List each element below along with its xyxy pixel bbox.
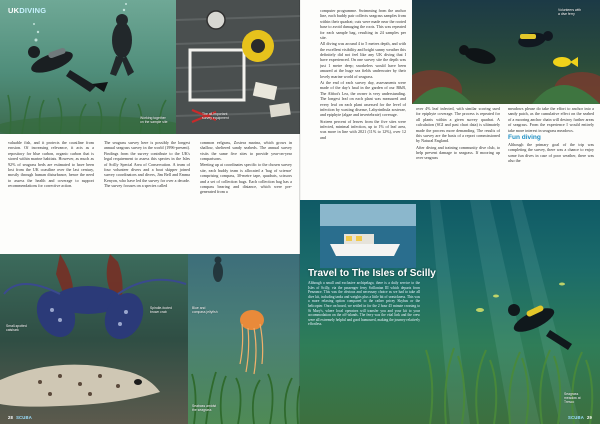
section-tag <box>8 6 46 15</box>
body-column-3 <box>200 140 292 252</box>
paragraph: common eelgrass, Zostera marina, which grows in shallow, sheltered sandy seabeds. The annual survey visits the same five sites to provide year-on-year comparisons. <box>200 140 292 162</box>
section-name: DIVING <box>19 6 47 15</box>
quadrat-frame <box>190 50 244 100</box>
feature-body: Although a small and exclusive archipelago, there is a daily service to the Isles of Scilly, via the passenger ferry Scillonian III which departs from Penzance. This was the obvious and necessary choice as we had to take all dive kit, including tanks and weights plus a little bit of seasickness. This was a more relaxing option compared to the rather pricey Skybus or the helicopter. Once on board, we settled in for the 2 hour 45 minute crossing to St Mary's, where local operators will transfer you and your kit to your accommodation on the off-islands. The ferry was the vital link and the crew were all extremely helpful and good humoured, making the journey relatively effortless. <box>308 281 420 327</box>
paragraph: valuable fish, and it protects the coastline from erosion. Of increasing relevance, it acts as a repository for blue carbon, organic carbon that is stored within marine habitats. However, as much as 92% of seagrass beds are estimated to have been lost from the UK coastline over the last century, mostly through human disturbance, hence the need to assess the health and coverage to support recommendations for corrective action. <box>8 140 94 189</box>
caption-catshark: Small-spotted catshark <box>6 324 27 333</box>
photo-two-divers <box>412 0 600 104</box>
magazine-name-left: SCUBA <box>16 415 32 420</box>
distant-diver <box>213 257 223 283</box>
folio-left <box>8 415 32 420</box>
right-page <box>300 0 600 424</box>
photo-jellyfish <box>188 254 300 424</box>
paragraph: All diving was around 4 to 5 metres depth, and with the excellent visibility and bright sunny weather this definitely did not feel like any UK diving that I have experienced. On one survey site the depth was just 1 metre deep; snorkelers would have been amazed at the huge sea fields underwater by their lovely marine world of seagrass. <box>320 41 406 79</box>
feature-title: Travel to The Isles of Scilly <box>308 268 436 279</box>
photo-lobster-catshark <box>0 254 188 424</box>
paragraph: After diving and training community dive club, to help prevent damage to seagrass. If mooring up over seagrass <box>416 144 500 161</box>
jellyfish-illustration <box>188 254 300 424</box>
paragraph: computer programme. Swimming from the anchor line, each buddy pair collects seagrass samples from within their quadrat; cuts were made near the rooted base to avoid damaging the roots. This was repeated for each sample bag, resulting in 24 samples per site. <box>320 8 406 41</box>
paragraph: At the end of each survey day, assessments were made of the day's haul in the garden of our B&B, The Abbot's Lea, the owner is very understanding. The longest leaf on each plant was measured and every leaf on each plant assessed for the level of infection by wasting disease, Labyrinthula zosterae, and epiphyte (algae and invertebrate) coverage. <box>320 79 406 118</box>
caption-seabass: Seabass amidst the seagrass <box>192 404 217 413</box>
diver-left <box>28 46 108 92</box>
folio-right <box>568 415 592 420</box>
caption-seagrass-meadow: Seagrass meadow at Tresco <box>564 392 581 405</box>
photo-divers-working <box>0 0 176 134</box>
boat-inset <box>320 204 416 268</box>
page-number-left: 28 <box>8 415 14 420</box>
diver-b <box>517 31 553 50</box>
diver-a <box>459 45 497 67</box>
compass <box>207 11 225 29</box>
body-column-2 <box>104 140 190 252</box>
caption-divers-working: Working together on the sample site <box>140 116 168 125</box>
magazine-name-right: SCUBA <box>568 415 584 420</box>
page-number-right: 29 <box>586 415 592 420</box>
caption-volunteers: Volunteers with a dive ferry <box>558 8 581 17</box>
caption-brown-crab: Spindle-footed brown crab <box>150 306 172 315</box>
yellow-fish <box>553 57 578 67</box>
body-column-4 <box>320 8 406 198</box>
paragraph: Although the primary goal of the trip was completing the survey, there was a chance to enjoy some fun dives in case of poor weather, there was also the <box>508 142 594 164</box>
catshark <box>0 365 160 407</box>
body-column-5 <box>416 106 500 198</box>
caption-jellyfish: Blue and compass jellyfish <box>192 306 218 315</box>
lobster-illustration <box>0 254 188 424</box>
body-column-6 <box>508 106 594 198</box>
diver-right <box>110 14 134 76</box>
paragraph: meadows please do take the effort to anchor into a sandy patch, as the cumulative effect on the seabed of a mooring anchor chain will destroy further areas of seagrass. From the experience I would entirely take more interest in seagrass meadows. <box>508 106 594 133</box>
paragraph: Sixteen percent of leaves from the five sites were infected, minimal infection, up to 1% of leaf area, was more in line with 2021 (11% to 12%), over 12 and <box>320 118 406 140</box>
paragraph: The seagrass survey here is possibly the longest annual seagrass survey in the world (1996-present). Findings from the survey contribute to the UK's legal requirement to assess this species in the Isles of Scilly Special Area of Conservation. A team of four volunteer divers and a boat skipper joined survey coordinators and divers, Jim Bell and Emma Kenyon, who have led the survey for over a decade. The survey focuses on a species called <box>104 140 190 189</box>
jellyfish <box>240 310 264 374</box>
paragraph: over 4% leaf infected, with similar scoring used for epiphyte coverage. The process is repeated for all plants within a given survey quadrat. A calculation (SGI and past chart data) is ultimately made the process more demanding. The results of this survey are the basis of a report commissioned by Natural England. <box>416 106 500 144</box>
section-prefix: UK <box>8 6 20 15</box>
body-column-1 <box>8 140 94 252</box>
photo-equipment <box>176 0 300 134</box>
paragraph: Meeting up at coordinates specific to the chosen survey site, each buddy team is allocated a 'bag of science' comprising compass, 30-metre tape, quadrats, scissors and a set of collection bags. Each collection bag has a compass bearing and distance, which were pre-generated from a <box>200 162 292 195</box>
caption-equipment: The all-important survey equipment <box>202 112 229 121</box>
subhead-fun-diving: Fun diving <box>508 134 541 142</box>
divers-working-illustration <box>0 0 176 134</box>
